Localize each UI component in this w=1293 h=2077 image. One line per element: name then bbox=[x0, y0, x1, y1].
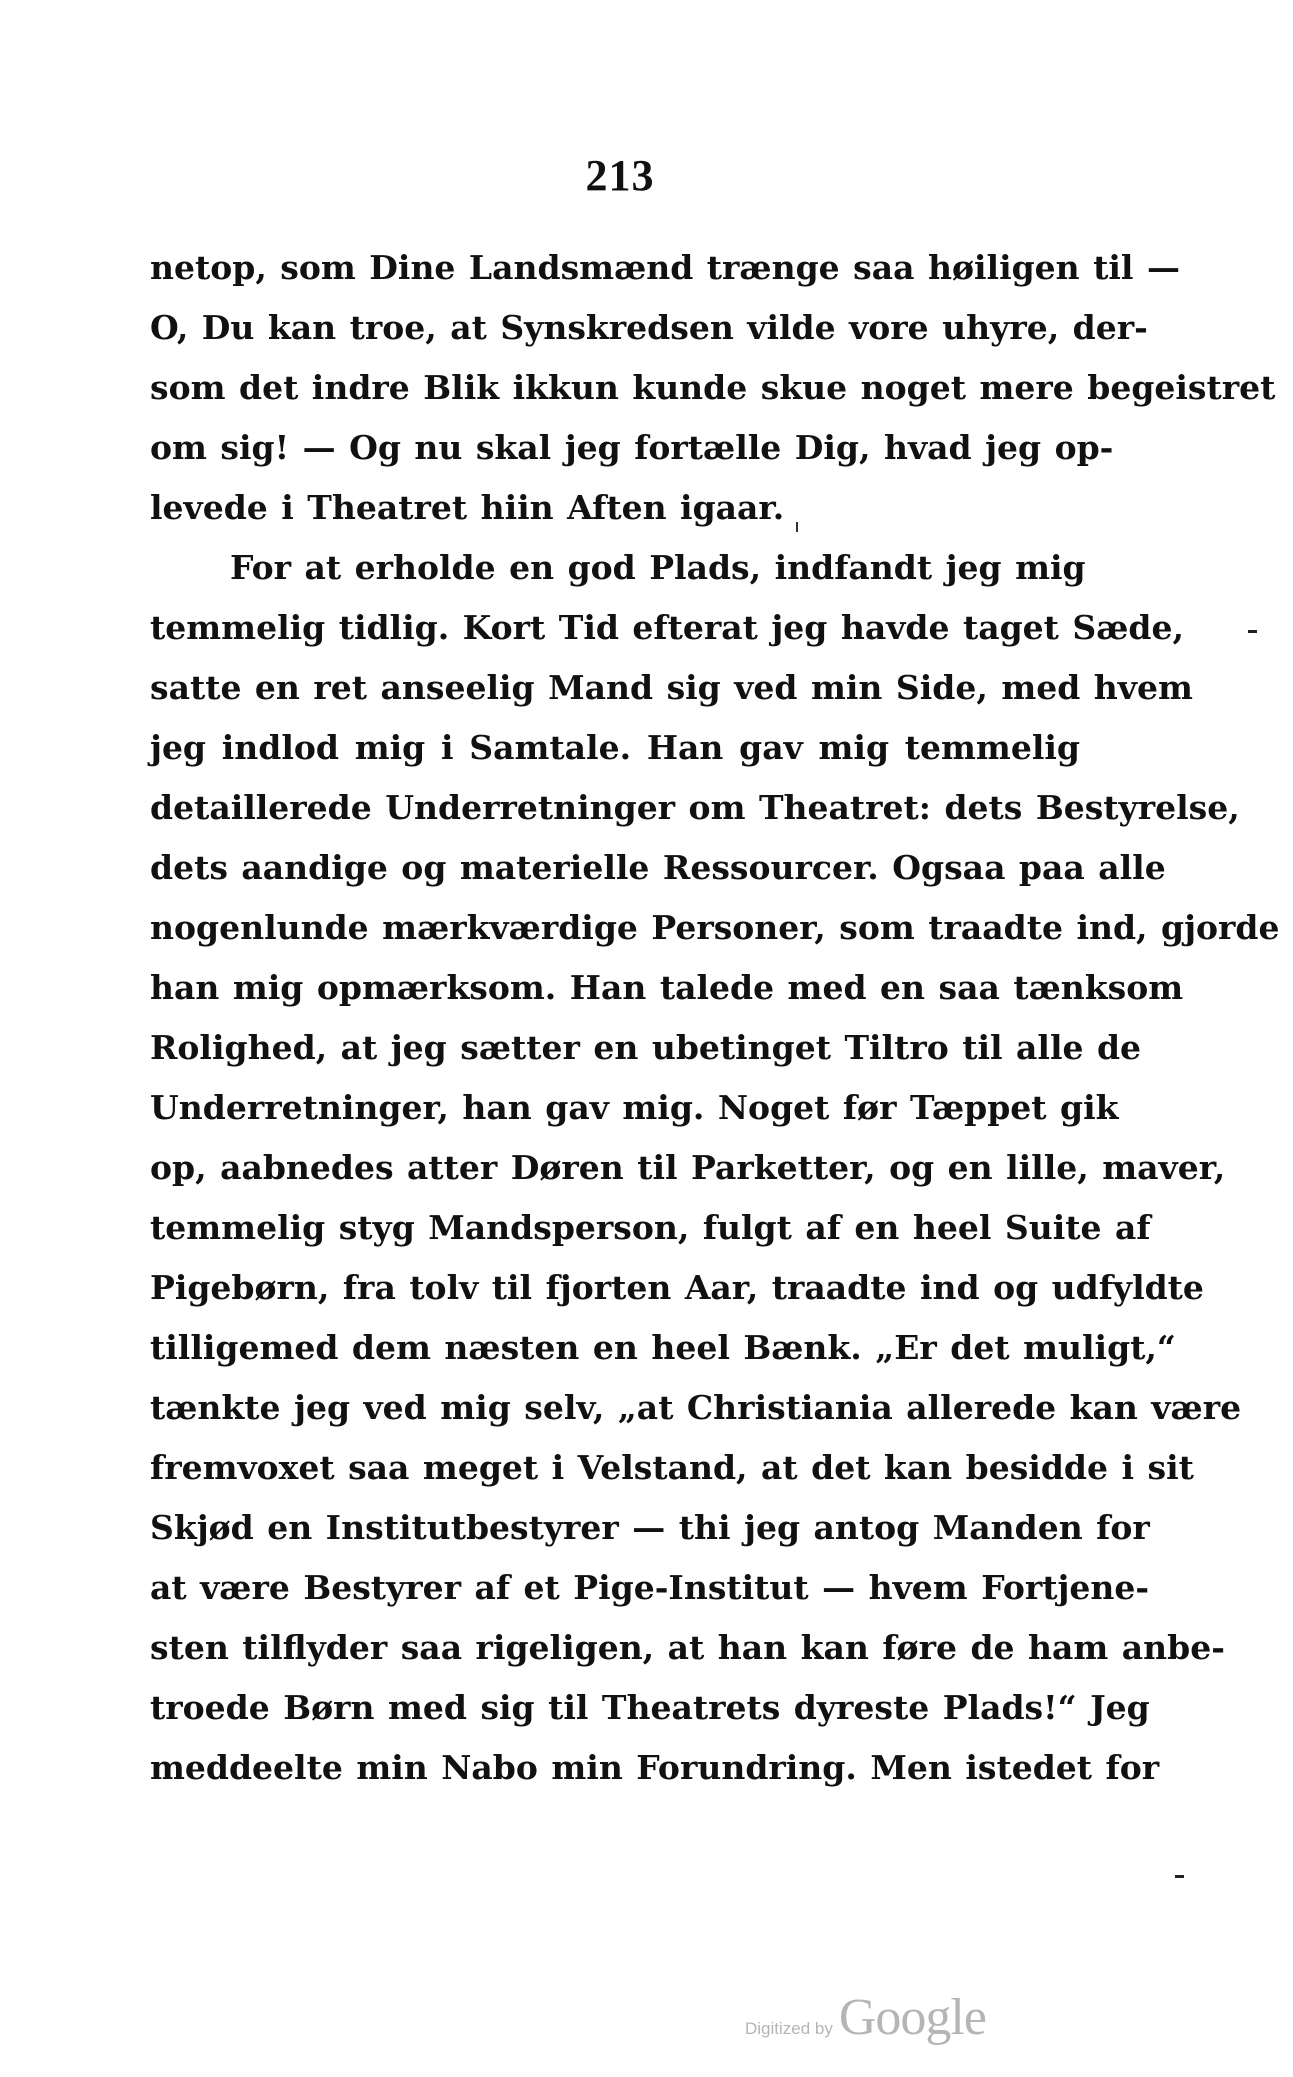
text-line: op, aabnedes atter Døren til Parketter, og en lille, maver, bbox=[150, 1148, 1226, 1187]
text-line: temmelig styg Mandsperson, fulgt af en heel Suite af bbox=[150, 1208, 1151, 1247]
text-line: troede Børn med sig til Theatrets dyreste Plads!“ Jeg bbox=[150, 1688, 1150, 1727]
body-text bbox=[150, 238, 1280, 1798]
text-line: dets aandige og materielle Ressourcer. Ogsaa paa alle bbox=[150, 848, 1166, 887]
text-line: satte en ret anseelig Mand sig ved min Side, med hvem bbox=[150, 668, 1193, 707]
watermark-prefix: Digitized by bbox=[745, 2019, 833, 2038]
margin-mark bbox=[1248, 630, 1257, 633]
text-line: sten tilflyder saa rigeligen, at han kan føre de ham anbe- bbox=[150, 1628, 1225, 1667]
text-line: Underretninger, han gav mig. Noget før Tæppet gik bbox=[150, 1088, 1119, 1127]
margin-mark bbox=[1175, 1875, 1184, 1878]
text-line: tænkte jeg ved mig selv, „at Christiania allerede kan være bbox=[150, 1388, 1242, 1427]
text-line: om sig! — Og nu skal jeg fortælle Dig, hvad jeg op- bbox=[150, 428, 1114, 467]
page-number: 213 bbox=[585, 151, 655, 200]
text-line: han mig opmærksom. Han talede med en saa tænksom bbox=[150, 968, 1184, 1007]
google-logo: Google bbox=[838, 1989, 986, 2046]
text-line: detaillerede Underretninger om Theatret: dets Bestyrelse, bbox=[150, 788, 1240, 827]
text-line: O, Du kan troe, at Synskredsen vilde vore uhyre, der- bbox=[150, 308, 1148, 347]
text-line: netop, som Dine Landsmænd trænge saa høiligen til — bbox=[150, 248, 1180, 287]
text-line: nogenlunde mærkværdige Personer, som traadte ind, gjorde bbox=[150, 908, 1280, 947]
text-line: Rolighed, at jeg sætter en ubetinget Tiltro til alle de bbox=[150, 1028, 1142, 1067]
text-line: at være Bestyrer af et Pige-Institut — hvem Fortjene- bbox=[150, 1568, 1150, 1607]
text-line: fremvoxet saa meget i Velstand, at det kan besidde i sit bbox=[150, 1448, 1194, 1487]
text-line: temmelig tidlig. Kort Tid efterat jeg havde taget Sæde, bbox=[150, 608, 1184, 647]
text-line: Skjød en Institutbestyrer — thi jeg antog Manden for bbox=[150, 1508, 1150, 1547]
text-line: levede i Theatret hiin Aften igaar. bbox=[150, 488, 785, 527]
print-speck bbox=[796, 522, 798, 532]
text-line: tilligemed dem næsten en heel Bænk. „Er det muligt,“ bbox=[150, 1328, 1176, 1367]
text-line: Pigebørn, fra tolv til fjorten Aar, traadte ind og udfyldte bbox=[150, 1268, 1204, 1307]
text-line: meddeelte min Nabo min Forundring. Men istedet for bbox=[150, 1748, 1160, 1787]
text-line: For at erholde en god Plads, indfandt jeg mig bbox=[230, 548, 1086, 587]
text-line: jeg indlod mig i Samtale. Han gav mig temmelig bbox=[150, 728, 1080, 767]
text-line: som det indre Blik ikkun kunde skue noget mere begeistret bbox=[150, 368, 1276, 407]
digitized-watermark bbox=[745, 1988, 986, 2047]
